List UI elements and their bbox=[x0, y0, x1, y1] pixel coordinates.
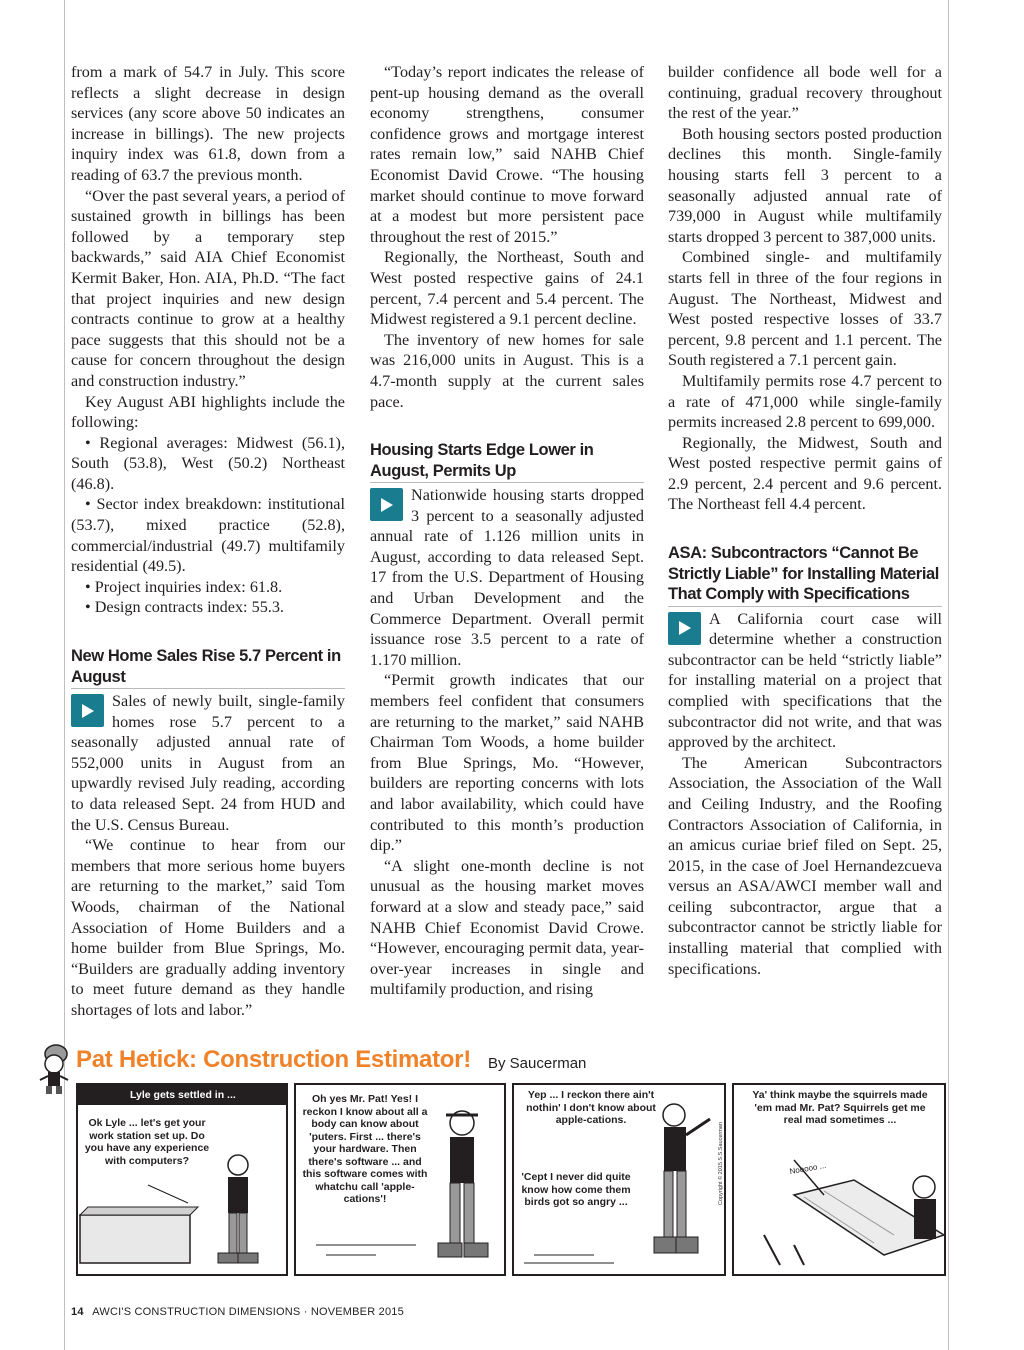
paragraph: Regionally, the Northeast, South and West posted respective gains of 24.1 percent, 7.4 percent and 5.4 percent. The Midwest registered a 9.1 percent decline. bbox=[370, 248, 644, 329]
paragraph: “A slight one-month decline is not unusual as the housing market moves forward at a slow and steady pace,” said NAHB Chief Economist David Crowe. “However, encouraging permit data, year-over-year increases in single and multifamily production, and rising bbox=[370, 856, 644, 999]
paragraph: A California court case will determine whether a construction subcontractor can be held “strictly liable” for installing material on a project that complied with specifications that the subcontractor did not write, and that was approved by the architect. bbox=[668, 609, 942, 752]
paragraph: Key August ABI highlights include the following: bbox=[71, 392, 345, 432]
column-3 bbox=[668, 62, 942, 979]
mascot-icon bbox=[34, 1040, 74, 1096]
paragraph: “Permit growth indicates that our members feel confident that consumers are returning to the market,” said NAHB Chairman Tom Woods, a home builder from Blue Springs, Mo. “However, builders are reporting concerns with lots and labor availability, which could have contributed to this month’s production dip.” bbox=[370, 671, 644, 855]
comic-panel-2 bbox=[294, 1083, 506, 1276]
comic-byline: By Saucerman bbox=[488, 1055, 587, 1072]
speech-bubble: Ya' think maybe the squirrels made 'em mad Mr. Pat? Squirrels get me real mad sometimes ... bbox=[752, 1089, 928, 1126]
play-arrow-icon bbox=[668, 612, 701, 645]
comic-title: Pat Hetick: Construction Estimator! bbox=[76, 1046, 471, 1073]
paragraph: from a mark of 54.7 in July. This score reflects a slight decrease in design services (any score above 50 indicates an increase in billings). The new projects inquiry index was 61.8, down from a reading of 63.7 the previous month. bbox=[71, 63, 345, 184]
section-lead bbox=[668, 609, 942, 753]
comic-drawing bbox=[78, 1085, 286, 1274]
bullet-item: • Sector index breakdown: institutional (53.7), mixed practice (52.8), commercial/industrial (49.7) multifamily residential (49.5). bbox=[71, 495, 345, 576]
page-number: 14 bbox=[71, 1306, 84, 1318]
comic-panel-1 bbox=[76, 1083, 288, 1276]
left-margin-rule bbox=[64, 0, 65, 1350]
section-lead bbox=[71, 691, 345, 835]
speech-bubble: 'Cept I never did quite know how come them birds got so angry ... bbox=[521, 1171, 631, 1208]
publication-info: AWCI'S CONSTRUCTION DIMENSIONS · NOVEMBER 2015 bbox=[92, 1306, 404, 1318]
play-arrow-icon bbox=[71, 694, 104, 727]
column-1 bbox=[71, 62, 345, 1021]
bullet-item: • Regional averages: Midwest (56.1), South (53.8), West (50.2) Northeast (46.8). bbox=[71, 433, 345, 493]
section-heading: Housing Starts Edge Lower in August, Permits Up bbox=[370, 440, 644, 483]
paragraph: “Today’s report indicates the release of pent-up housing demand as the overall economy strengthens, consumer confidence grows and mortgage interest rates remain low,” said NAHB Chief Economist David Crowe. “The housing market should continue to move forward at a modest but more persistent pace throughout the rest of 2015.” bbox=[370, 63, 644, 246]
paragraph: Combined single- and multifamily starts fell in three of the four regions in August. The Northeast, Midwest and West posted respective losses of 33.7 percent, 9.8 percent and 1.1 percent. The South registered a 7.1 percent gain. bbox=[668, 248, 942, 370]
section-lead bbox=[370, 485, 644, 670]
paragraph: Nationwide housing starts dropped 3 percent to a seasonally adjusted annual rate of 1.126 million units in August, according to data released Sept. 17 from the U.S. Department of Housing and Urban Development and the Commerce Department. Overall permit issuance rose 3.5 percent to a rate of 1.170 million. bbox=[370, 486, 644, 669]
paragraph: Multifamily permits rose 4.7 percent to a rate of 471,000 while single-family permits increased 2.8 percent to 699,000. bbox=[668, 371, 942, 432]
comic-panel-3 bbox=[512, 1083, 726, 1276]
paragraph: Sales of newly built, single-family homes rose 5.7 percent to a seasonally adjusted annual rate of 552,000 units in August from an upwardly revised July reading, according to data released Sept. 24 from HUD and the U.S. Census Bureau. bbox=[71, 692, 345, 834]
bullet-item: • Design contracts index: 55.3. bbox=[85, 598, 284, 617]
speech-bubble: Oh yes Mr. Pat! Yes! I reckon I know about all a body can know about 'puters. First ... there's your hardware. Then there's software ... and this software comes with whatchu call 'apple-cations'! bbox=[302, 1093, 428, 1205]
paragraph: “Over the past several years, a period of sustained growth in billings has been followed by a temporary step backwards,” said AIA Chief Economist Kermit Baker, Hon. AIA, Ph.D. “The fact that project inquiries and new design contracts continue to grow at a healthy pace suggests that this should not be a cause for concern throughout the design and construction industry.” bbox=[71, 186, 345, 390]
paragraph: The inventory of new homes for sale was 216,000 units in August. This is a 4.7-month supply at the current sales pace. bbox=[370, 330, 644, 411]
play-arrow-icon bbox=[370, 488, 403, 521]
comic-drawing bbox=[514, 1085, 724, 1274]
right-margin-rule bbox=[948, 0, 949, 1350]
panel-caption: Lyle gets settled in ... bbox=[78, 1085, 286, 1105]
column-2 bbox=[370, 62, 644, 1000]
comic-drawing bbox=[734, 1085, 944, 1274]
comic-drawing bbox=[296, 1085, 504, 1274]
comic-panel-4 bbox=[732, 1083, 946, 1276]
copyright-note: Copyright © 2015 S.S.Saucerman bbox=[718, 1122, 724, 1205]
paragraph: builder confidence all bode well for a continuing, gradual recovery throughout the rest of the year.” bbox=[668, 63, 942, 123]
page-footer bbox=[71, 1306, 404, 1318]
paragraph: Both housing sectors posted production declines this month. Single-family housing starts fell 3 percent to a seasonally adjusted annual rate of 739,000 in August while multifamily starts dropped 3 percent to 387,000 units. bbox=[668, 124, 942, 246]
paragraph: The American Subcontractors Association, the Association of the Wall and Ceiling Industry, and the Roofing Contractors Association of California, in an amicus curiae brief filed on Sept. 25, 2015, in the case of Joel Hernandezcueva versus an ASA/AWCI member wall and ceiling subcontractor, argue that a subcontractor cannot be strictly liable for installing material that complied with specifications. bbox=[668, 753, 942, 978]
bullet-item: • Project inquiries index: 61.8. bbox=[85, 577, 283, 596]
speech-bubble: Ok Lyle ... let's get your work station set up. Do you have any experience with computers? bbox=[84, 1117, 210, 1167]
speech-bubble: Nooooo ... bbox=[788, 1160, 827, 1177]
speech-bubble: Yep ... I reckon there ain't nothin' I don't know about apple-cations. bbox=[526, 1089, 656, 1126]
paragraph: “We continue to hear from our members that more serious home buyers are returning to the market,” said Tom Woods, chairman of the National Association of Home Builders and a home builder from Blue Springs, Mo. “Builders are gradually adding inventory to meet future demand as they handle shortages of lots and labor.” bbox=[71, 836, 345, 1019]
paragraph: Regionally, the Midwest, South and West posted respective permit gains of 2.9 percent, 2.4 percent and 9.6 percent. The Northeast fell 4.4 percent. bbox=[668, 433, 942, 514]
section-heading: New Home Sales Rise 5.7 Percent in August bbox=[71, 646, 345, 689]
section-heading: ASA: Subcontractors “Cannot Be Strictly Liable” for Installing Material That Comply with Specifications bbox=[668, 543, 942, 607]
